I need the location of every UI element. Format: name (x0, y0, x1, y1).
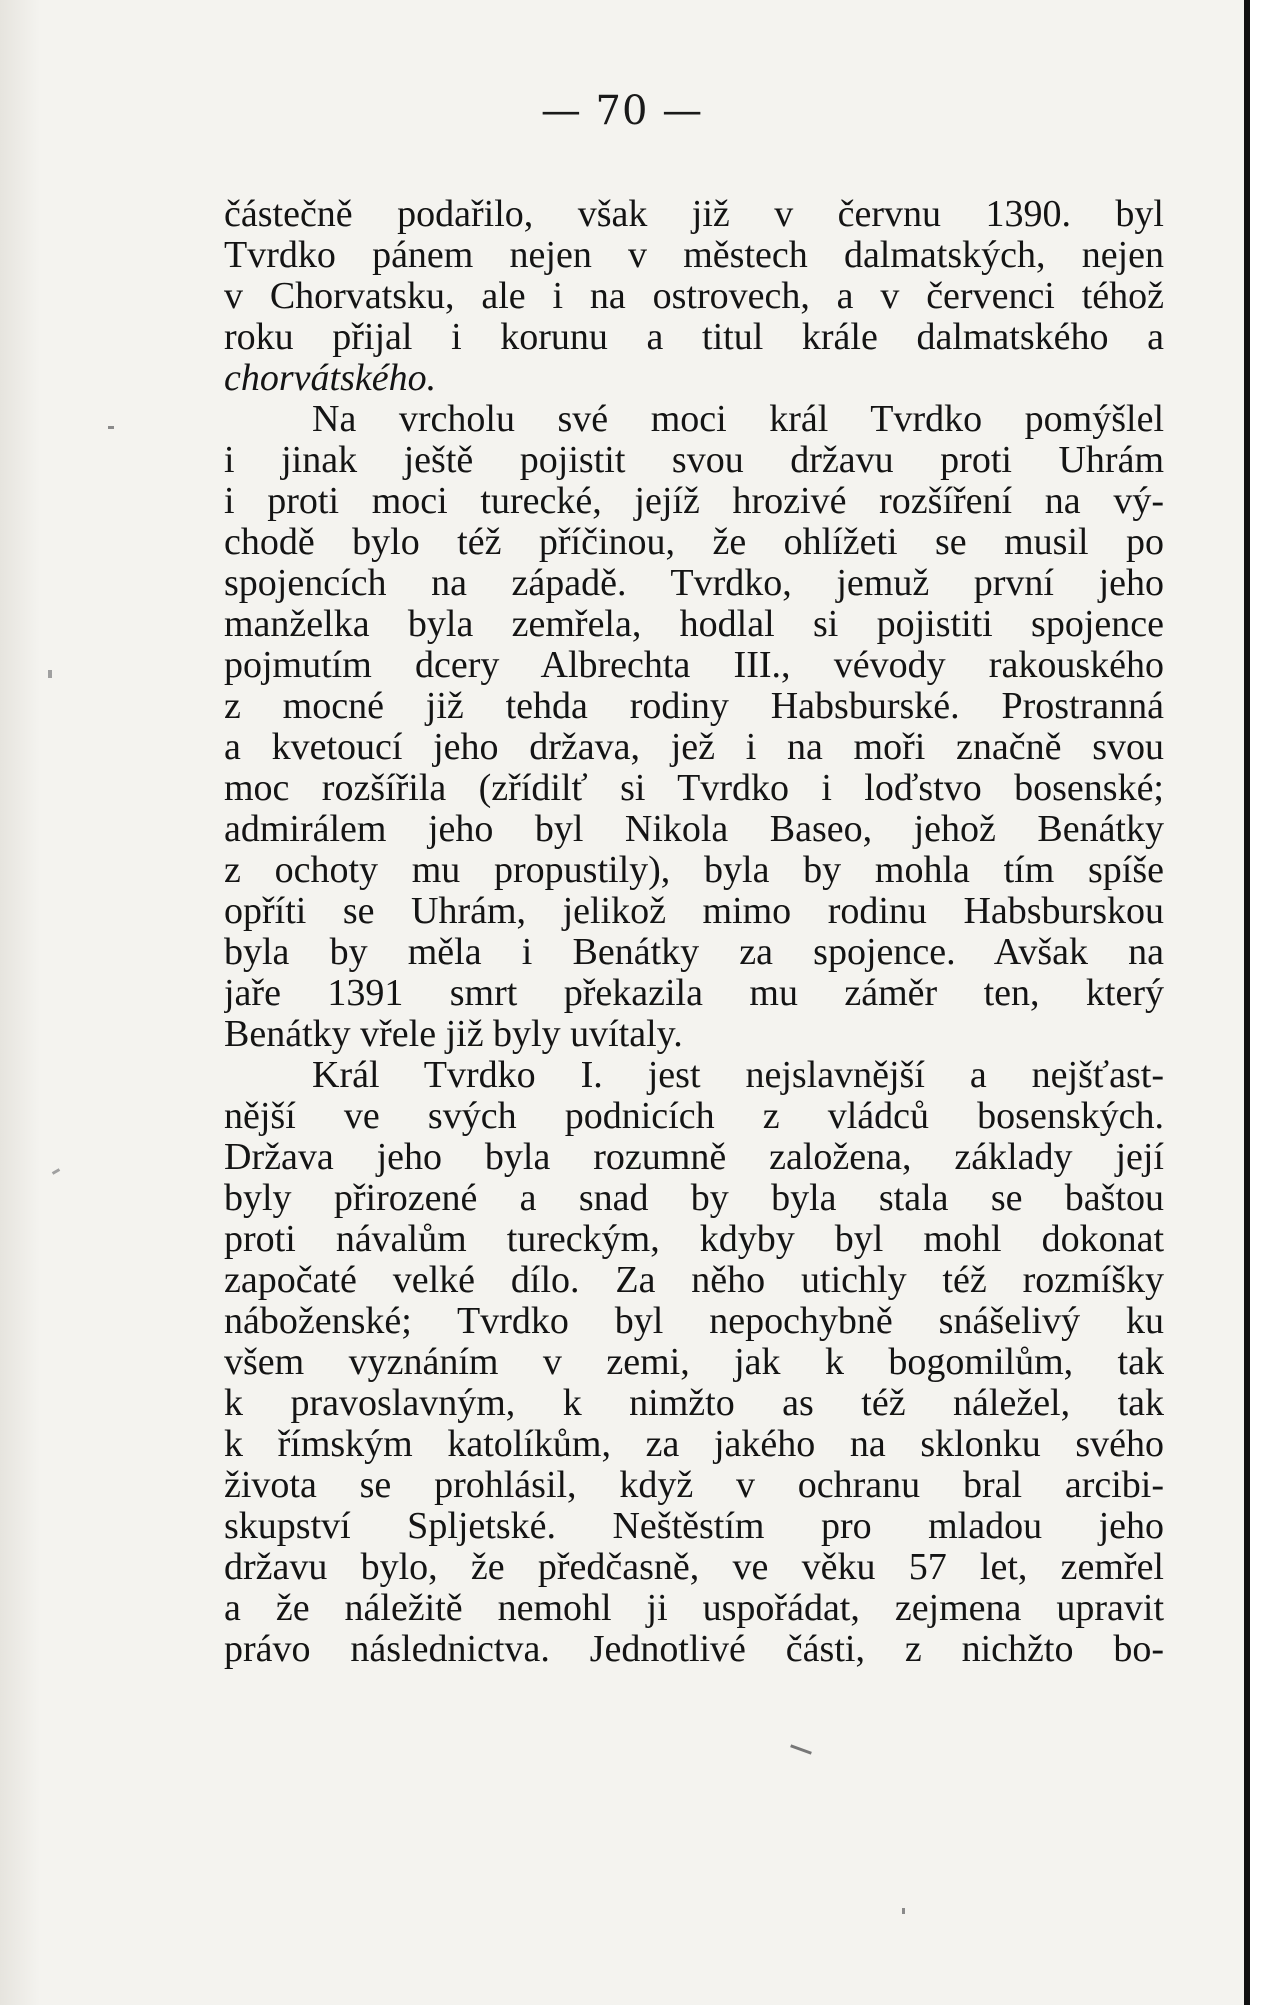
text-line: jaře 1391 smrt překazila mu záměr ten, který (224, 973, 1164, 1014)
text-line: Na vrcholu své moci král Tvrdko pomýšlel (312, 399, 1164, 440)
body-text (224, 194, 1164, 1670)
text-line: Tvrdko pánem nejen v městech dalmatských, nejen (224, 235, 1164, 276)
text-line: državu bylo, že předčasně, ve věku 57 let, zemřel (224, 1547, 1164, 1588)
text-line: spojencích na západě. Tvrdko, jemuž první jeho (224, 563, 1164, 604)
text-line: admirálem jeho byl Nikola Baseo, jehož Benátky (224, 809, 1164, 850)
text-line: k pravoslavným, k nimžto as též náležel, tak (224, 1383, 1164, 1424)
scan-speck (790, 1744, 812, 1754)
text-line: opříti se Uhrám, jelikož mimo rodinu Habsburskou (224, 891, 1164, 932)
text-line: i proti moci turecké, jejíž hrozivé rozšíření na vý- (224, 481, 1164, 522)
scan-speck (902, 1908, 905, 1914)
text-line: náboženské; Tvrdko byl nepochybně snášelivý ku (224, 1301, 1164, 1342)
text-line: chodě bylo též příčinou, že ohlížeti se musil po (224, 522, 1164, 563)
text-line: k římským katolíkům, za jakého na sklonku svého (224, 1424, 1164, 1465)
page-number: — 70 — (540, 88, 704, 134)
text-line: pojmutím dcery Albrechta III., vévody rakouského (224, 645, 1164, 686)
text-line: z ochoty mu propustily), byla by mohla tím spíše (224, 850, 1164, 891)
text-line: započaté velké dílo. Za něho utichly též rozmíšky (224, 1260, 1164, 1301)
text-line: skupství Spljetské. Neštěstím pro mladou jeho (224, 1506, 1164, 1547)
text-line: byla by měla i Benátky za spojence. Avšak na (224, 932, 1164, 973)
text-line: Država jeho byla rozumně založena, základy její (224, 1137, 1164, 1178)
text-line: nější ve svých podnicích z vládců bosenských. (224, 1096, 1164, 1137)
text-line: a že náležitě nemohl ji uspořádat, zejmena upravit (224, 1588, 1164, 1629)
scan-speck (52, 1168, 60, 1175)
text-line: právo následnictva. Jednotlivé části, z nichžto bo- (224, 1629, 1164, 1670)
text-line: Král Tvrdko I. jest nejslavnější a nejšťast- (312, 1055, 1164, 1096)
text-line: všem vyznáním v zemi, jak k bogomilům, tak (224, 1342, 1164, 1383)
scan-speck (48, 670, 52, 678)
text-line: z mocné již tehda rodiny Habsburské. Prostranná (224, 686, 1164, 727)
text-line: částečně podařilo, však již v červnu 1390. byl (224, 194, 1164, 235)
text-line: života se prohlásil, když v ochranu bral arcibi- (224, 1465, 1164, 1506)
text-line: roku přijal i korunu a titul krále dalmatského a (224, 317, 1164, 358)
text-line: a kvetoucí jeho država, jež i na moři značně svou (224, 727, 1164, 768)
text-line: proti návalům tureckým, kdyby byl mohl dokonat (224, 1219, 1164, 1260)
text-line: chorvátského. (224, 358, 437, 399)
text-line: manželka byla zemřela, hodlal si pojistiti spojence (224, 604, 1164, 645)
text-line: v Chorvatsku, ale i na ostrovech, a v červenci téhož (224, 276, 1164, 317)
scan-shadow (0, 0, 40, 2005)
text-line: Benátky vřele již byly uvítaly. (224, 1014, 683, 1055)
text-line: i jinak ještě pojistit svou državu proti Uhrám (224, 440, 1164, 481)
scan-speck (108, 426, 114, 429)
text-line: moc rozšířila (zřídilť si Tvrdko i loďstvo bosenské; (224, 768, 1164, 809)
text-line: byly přirozené a snad by byla stala se baštou (224, 1178, 1164, 1219)
